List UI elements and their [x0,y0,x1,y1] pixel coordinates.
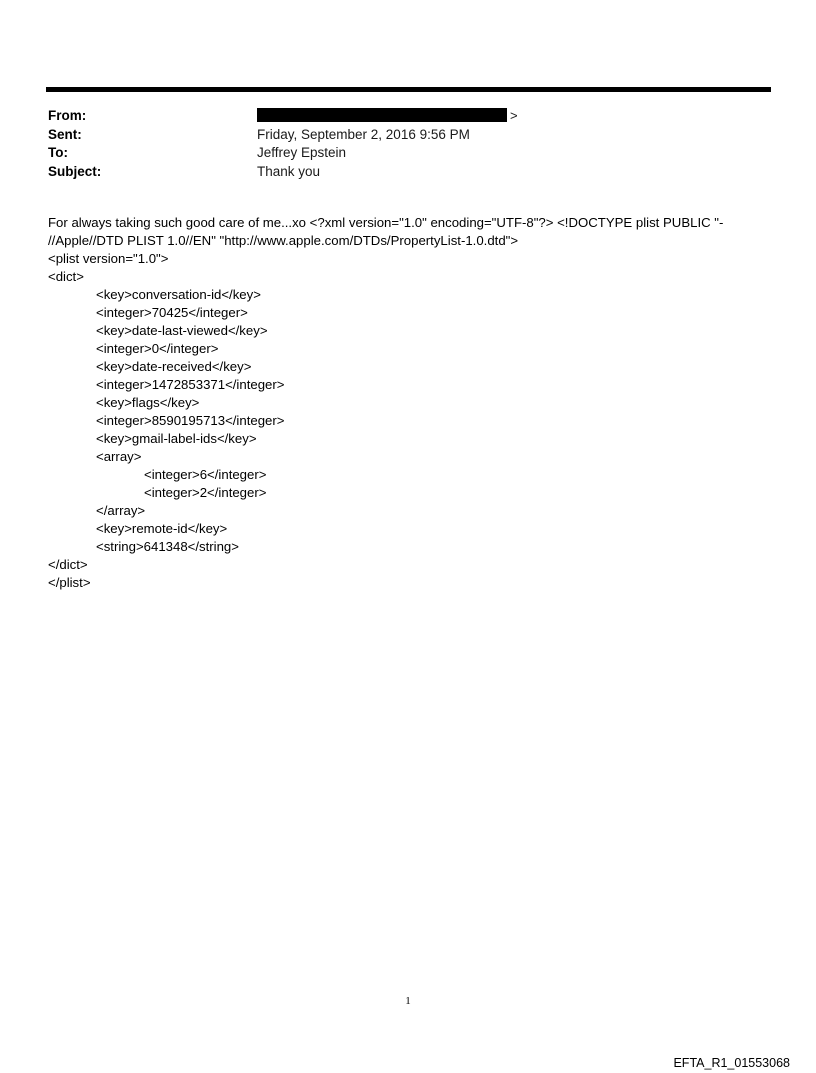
subject-label: Subject: [48,163,102,179]
body-line: <integer>2</integer> [144,485,267,500]
body-line: <string>641348</string> [96,539,239,554]
body-line: <integer>70425</integer> [96,305,248,320]
to-label: To: [48,145,68,160]
body-line: <integer>6</integer> [144,467,267,482]
body-line: <key>remote-id</key> [96,521,228,536]
document-id: EFTA_R1_01553068 [673,1056,790,1070]
subject-row [48,163,748,182]
body-line: For always taking such good care of me...xo <?xml version="1.0" encoding="UTF-8"?> <!DOCTYPE plist PUBLIC "- [48,215,724,230]
sent-row [48,126,748,145]
to-row [48,144,748,163]
body-line: <integer>1472853371</integer> [96,377,285,392]
body-line: <integer>8590195713</integer> [96,413,285,428]
to-value: Jeffrey Epstein [257,145,347,160]
redaction-block [257,108,507,122]
body-line: <plist version="1.0"> [48,251,169,266]
body-line: <key>gmail-label-ids</key> [96,431,257,446]
email-body [48,214,748,592]
from-tail: > [510,108,518,123]
body-line: //Apple//DTD PLIST 1.0//EN" "http://www.apple.com/DTDs/PropertyList-1.0.dtd"> [48,233,519,248]
from-label: From: [48,108,87,123]
from-value [257,107,518,126]
body-line: <key>date-received</key> [96,359,252,374]
sent-value: Friday, September 2, 2016 9:56 PM [257,126,470,142]
subject-value: Thank you [257,163,321,179]
header-rule [46,87,771,92]
body-line: </dict> [48,557,88,572]
body-line: </array> [96,503,146,518]
body-line: </plist> [48,575,91,590]
body-line: <key>conversation-id</key> [96,287,261,302]
page-number: 1 [405,995,411,1007]
sent-label: Sent: [48,126,82,142]
from-row [48,107,748,126]
body-line: <dict> [48,269,84,284]
body-line: <integer>0</integer> [96,341,219,356]
email-header [48,107,748,181]
body-line: <key>flags</key> [96,395,200,410]
body-line: <array> [96,449,142,464]
body-line: <key>date-last-viewed</key> [96,323,268,338]
